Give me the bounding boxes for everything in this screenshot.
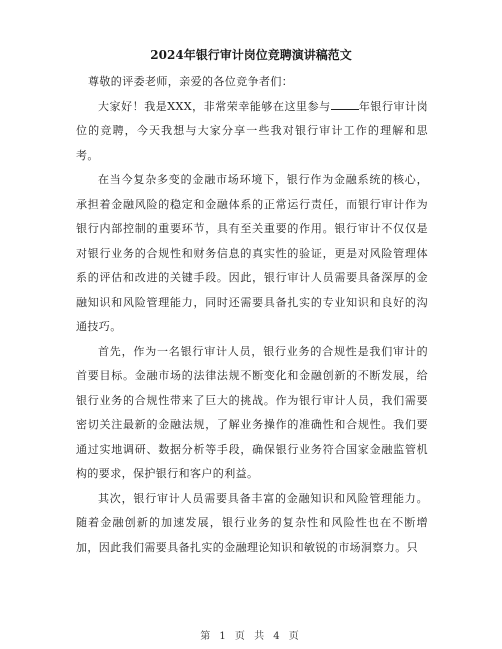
body-paragraph-compliance: 首先，作为一名银行审计人员，银行业务的合规性是我们审计的首要目标。金融市场的法律法规不断变化和金融创新的不断发展，给银行业务的合规性带来了巨大的挑战。作为银行审计人员，我们需要密切关注最新的金融法规，了解业务操作的准确性和合规性。我们要通过实地调研、数据分析等手段，确保银行业务符合国家金融监管机构的要求，保护银行和客户的利益。 — [76, 344, 428, 480]
page-number-footer: 第 1 页 共 4 页 — [200, 631, 302, 642]
greeting-line: 尊敬的评委老师，亲爱的各位竞争者们： — [88, 75, 294, 88]
document-body — [76, 70, 428, 560]
intro-text-before-blank: 大家好！我是XXX，非常荣幸能够在这里参与 — [98, 99, 331, 113]
body-paragraph-context: 在当今复杂多变的金融市场环境下，银行作为金融系统的核心，承担着金融风险的稳定和金融体系的正常运行责任，而银行审计作为银行内部控制的重要环节，具有至关重要的作用。银行审计不仅仅是对银行业务的合规性和财务信息的真实性的验证，更是对风险管理体系的评估和改进的关键手段。因此，银行审计人员需要具备深厚的金融知识和风险管理能力，同时还需要具备扎实的专业知识和良好的沟通技巧。 — [76, 173, 428, 333]
fill-in-blank — [331, 97, 359, 110]
document-title: 2024年银行审计岗位竞聘演讲稿范文 — [150, 48, 352, 62]
body-paragraph-knowledge: 其次，银行审计人员需要具备丰富的金融知识和风险管理能力。随着金融创新的加速发展，银行业务的复杂性和风险性也在不断增加，因此我们需要具备扎实的金融理论知识和敏锐的市场洞察力。只 — [76, 491, 428, 554]
intro-text-after-blank: 年银行审计岗位的竞聘，今天我想与大家分享一些我对银行审计工作的理解和思考。 — [76, 99, 428, 162]
intro-paragraph — [76, 95, 428, 169]
